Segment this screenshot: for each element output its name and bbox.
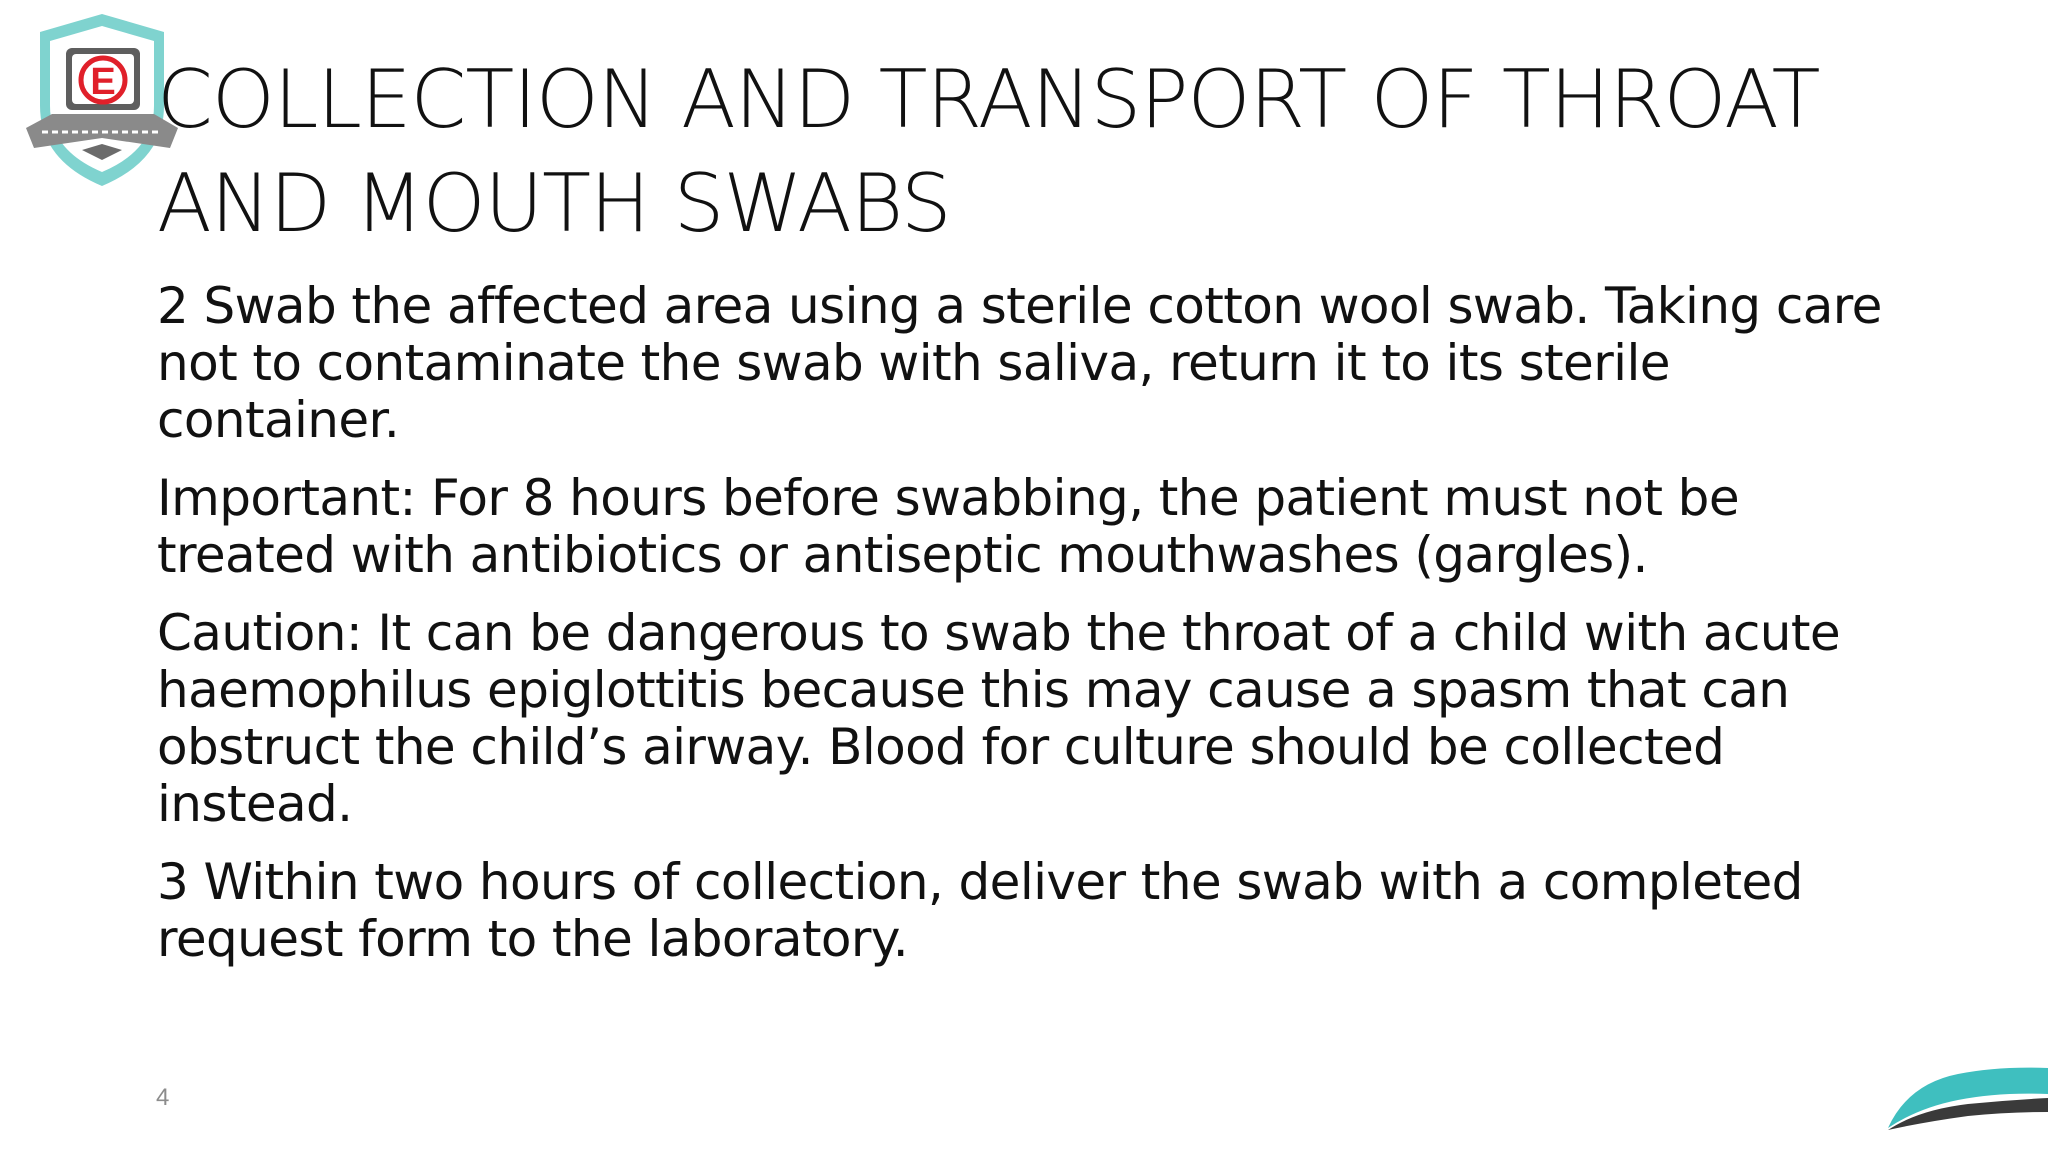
text-line: not to contaminate the swab with saliva, return it to its sterile — [157, 334, 1670, 392]
text-line: 2 Swab the affected area using a sterile cotton wool swab. Taking care — [157, 277, 1882, 335]
text-line: treated with antibiotics or antiseptic mouthwashes (gargles). — [157, 526, 1648, 584]
text-line: container. — [157, 391, 400, 449]
slide-title — [157, 48, 1957, 256]
text-line: 3 Within two hours of collection, deliver the swab with a completed — [157, 853, 1803, 911]
text-line: Caution: It can be dangerous to swab the throat of a child with acute — [157, 604, 1841, 662]
paragraph-caution — [157, 605, 1957, 833]
text-line: request form to the laboratory. — [157, 910, 909, 968]
page-number: 4 — [156, 1084, 170, 1111]
paragraph-step-2 — [157, 278, 1957, 449]
paragraph-step-3 — [157, 854, 1957, 968]
title-line: COLLECTION AND TRANSPORT OF THROAT — [157, 53, 1820, 146]
corner-swoosh-icon — [1888, 1054, 2048, 1134]
svg-text:E: E — [90, 61, 116, 103]
text-line: obstruct the child’s airway. Blood for culture should be collected — [157, 718, 1725, 776]
text-line: Important: For 8 hours before swabbing, the patient must not be — [157, 469, 1739, 527]
title-line: AND MOUTH SWABS — [157, 157, 951, 250]
slide-body — [157, 278, 1957, 989]
paragraph-important — [157, 470, 1957, 584]
text-line: haemophilus epiglottitis because this may cause a spasm that can — [157, 661, 1790, 719]
text-line: instead. — [157, 775, 353, 833]
